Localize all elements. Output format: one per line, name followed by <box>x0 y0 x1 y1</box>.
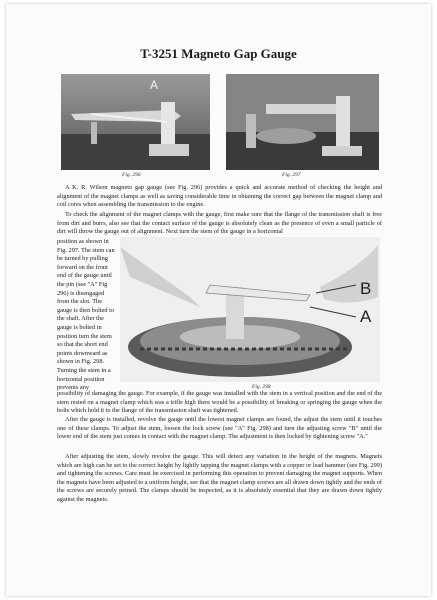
paragraph-stem-position-cont: possibility of damaging the gauge. For example, if the gauge was installed with the stem in a vertical position and the end of the stem rested on a magnet clamp which was a trifle high there would be a possibility of breaking or springing the gauge when the bolts which hold it to the flange of the transmission shaft was tightened. <box>57 390 382 415</box>
paragraph-alignment-check: To check the alignment of the magnet clamps with the gauge, first make sure that the flange of the transmission shaft is free from dirt and burrs, also see that the contact surface of the gauge is absolutely clean as the presence of even a small particle of dirt will throw the gauge out of alignment. Next turn the stem of the gauge in a horizontal <box>57 211 382 236</box>
figure-298-photo <box>120 237 380 382</box>
figure-296-caption: Fig. 296 <box>122 172 141 178</box>
paragraph-adjust-stem: After the gauge is installed, revolve the gauge until the lowest magnet clamps are found, the adjust the stem until it touches one of these clamps. To adjust the stem, loosen the lock screw (see "A" Fig. 298) and turn the adjusting screw "B" until the lower end of the stem just comes in contact with the magnet clamp. The adjustment is then locked by tightening screw "A." <box>57 416 382 441</box>
paragraph-revolve-gauge: After adjusting the stem, slowly revolve the gauge. This will detect any variation in the height of the magnets. Magnets which are high can be set to the correct height by lightly tapping the magnet clamps with a copper or lead hammer (see Fig. 299) and tightening the screws. Care must be exercised in performing this operation to prevent damaging the magnet supports. When the magnets have been adjusted to a uniform height, see that the magnet clamp screws are all drawn down tightly and the ends of the screws are securely peined. The clamps should be inspected, as it is absolutely essential that they are drawn down tightly against the magnets. <box>57 453 382 503</box>
figure-298-caption: Fig. 298 <box>252 384 271 390</box>
figure-298-label-a: A <box>360 307 372 326</box>
paragraph-stem-position: position as shown in Fig. 297. The stem can be turned by pulling forward on the front end of the gauge until the pin (see "A" Fig 296) is disengaged from the slot. The gauge is then bolted to the shaft. After the gauge is bolted in position turn the stem so that the short end points downward as shown in Fig. 298. Turning the stem in a horizontal position prevents any <box>57 238 115 392</box>
figure-297-caption: Fig. 297 <box>282 172 301 178</box>
figure-297-photo <box>226 74 379 170</box>
page-title: T-3251 Magneto Gap Gauge <box>140 46 297 61</box>
figure-296-photo <box>61 74 210 170</box>
paragraph-intro: A K. R. Wilson magneto gap gauge (see Fig. 296) provides a quick and accurate method of checking the height and alignment of the magnet clamps as well as saving considerable time in obtaining the correct gap between the magnet clamp and coil cores when assembling the transmission to the engine. <box>57 184 382 209</box>
figure-298-label-b: B <box>360 279 372 298</box>
figure-296-label-a: A <box>150 78 159 92</box>
